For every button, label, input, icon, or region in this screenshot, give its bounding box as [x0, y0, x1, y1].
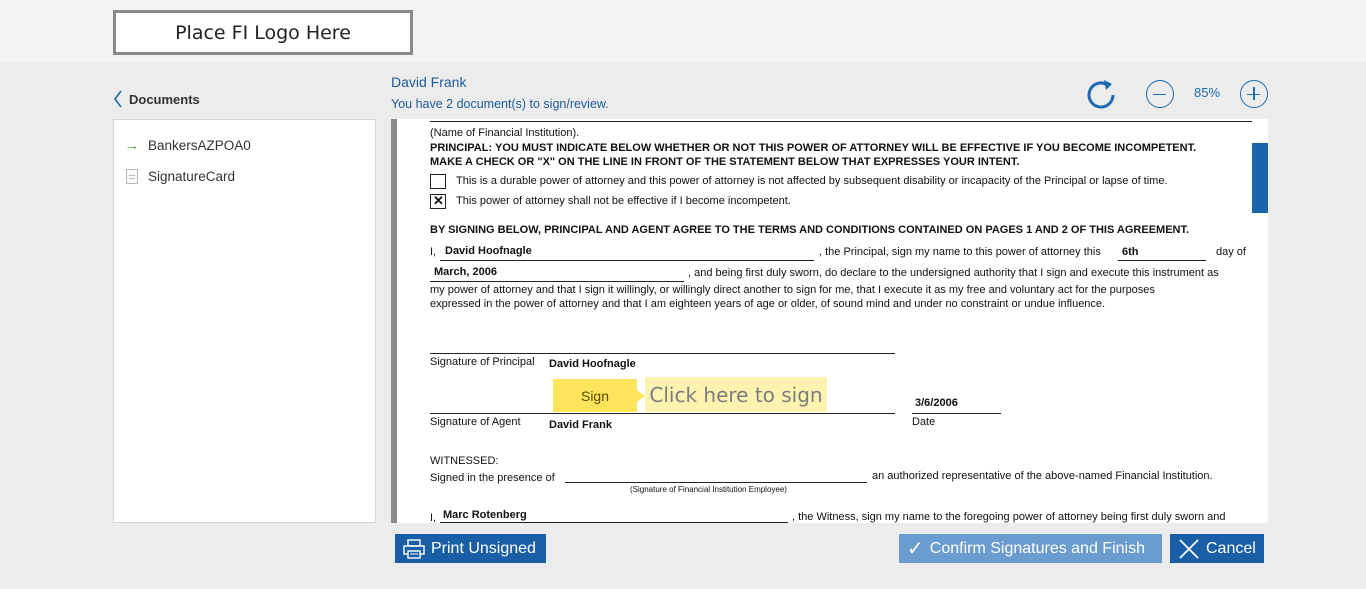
month-year-value: March, 2006	[434, 266, 497, 278]
document-viewer[interactable]	[391, 119, 1268, 523]
doc-text: day of	[1216, 246, 1246, 258]
signature-line	[430, 413, 895, 414]
sidebar-item-label: BankersAZPOA0	[148, 138, 251, 153]
doc-line: This power of attorney shall not be effective if I become incompetent.	[456, 195, 791, 207]
doc-line: MAKE A CHECK OR "X" ON THE LINE IN FRONT OF THE STATEMENT BELOW THAT EXPRESSES YOUR INTENT.	[430, 156, 1020, 168]
doc-line: (Name of Financial Institution).	[430, 127, 580, 139]
date-value: 3/6/2006	[915, 397, 958, 409]
checkmark-icon: ✓	[907, 537, 924, 560]
cancel-button[interactable]	[1170, 534, 1264, 563]
underline	[430, 281, 684, 282]
underline	[440, 260, 814, 261]
doc-text: Signed in the presence of	[430, 472, 555, 484]
confirm-signatures-button[interactable]	[899, 534, 1162, 563]
sig-principal-name: David Hoofnagle	[549, 358, 636, 370]
doc-caption: (Signature of Financial Institution Employee)	[630, 485, 787, 494]
print-label: Print Unsigned	[431, 539, 536, 557]
sidebar-item-bankersazpoa0[interactable]	[124, 137, 251, 154]
zoom-level: 85%	[1194, 85, 1221, 100]
zoom-out-button[interactable]	[1146, 80, 1174, 108]
documents-back-link[interactable]	[113, 90, 200, 108]
sig-agent-label: Signature of Agent	[430, 416, 521, 428]
logo-placeholder: Place FI Logo Here	[113, 10, 413, 55]
date-label: Date	[912, 416, 936, 428]
doc-line: my power of attorney and that I sign it willingly, or willingly direct another to sign for me, that I execute it as my free and voluntary act for the purposes	[430, 284, 1155, 296]
close-icon	[1178, 538, 1200, 560]
arrow-right-icon: →	[124, 137, 140, 154]
doc-line: BY SIGNING BELOW, PRINCIPAL AND AGENT AGREE TO THE TERMS AND CONDITIONS CONTAINED ON PAGES 1 AND 2 OF THIS AGREEMENT.	[430, 224, 1190, 236]
zoom-controls	[1085, 79, 1270, 109]
user-name: David Frank	[391, 74, 467, 90]
documents-heading: Documents	[129, 91, 200, 107]
doc-text: , the Principal, sign my name to this power of attorney this	[819, 246, 1101, 258]
principal-name-value: David Hoofnagle	[445, 245, 532, 257]
witnessed-label: WITNESSED:	[430, 455, 499, 467]
documents-sidebar	[113, 119, 376, 523]
cancel-label: Cancel	[1206, 539, 1256, 557]
not-effective-checkbox	[430, 194, 446, 209]
doc-text: , the Witness, sign my name to the foregoing power of attorney being first duly sworn and	[792, 511, 1226, 523]
click-to-sign-field[interactable]: Click here to sign	[645, 377, 827, 412]
underline	[440, 522, 788, 523]
doc-text: I,	[430, 512, 437, 523]
chevron-left-icon	[113, 90, 123, 108]
print-unsigned-button[interactable]	[395, 534, 546, 563]
doc-line: This is a durable power of attorney and this power of attorney is not affected by subsequent disability or incapacity of the Principal or lapse of time.	[456, 175, 1168, 187]
refresh-icon[interactable]	[1085, 79, 1119, 111]
doc-line: expressed in the power of attorney and that I am eighteen years of age or older, of sound mind and under no constraint or undue influence.	[430, 298, 1106, 310]
sidebar-item-signaturecard[interactable]	[124, 169, 235, 184]
underline	[912, 413, 1001, 414]
sig-principal-label: Signature of Principal	[430, 356, 535, 368]
confirm-label: Confirm Signatures and Finish	[929, 539, 1145, 557]
doc-line: PRINCIPAL: YOU MUST INDICATE BELOW WHETHER OR NOT THIS POWER OF ATTORNEY WILL BE EFFECTIVE IF YOU BECOME INCOMPETENT.	[430, 142, 1197, 154]
underline	[565, 482, 867, 483]
zoom-in-button[interactable]	[1240, 80, 1268, 108]
sign-button[interactable]: Sign	[553, 379, 637, 412]
day-value: 6th	[1122, 246, 1139, 258]
sidebar-item-label: SignatureCard	[148, 169, 236, 184]
doc-text: , and being first duly sworn, do declare to the undersigned authority that I sign and execute this instrument as	[688, 267, 1219, 279]
printer-icon	[403, 539, 425, 559]
document-icon	[126, 169, 138, 184]
sig-agent-name: David Frank	[549, 419, 612, 431]
scrollbar-thumb[interactable]	[1252, 143, 1268, 213]
underline	[1118, 260, 1206, 261]
witness-name-value: Marc Rotenberg	[443, 509, 527, 521]
durable-checkbox	[430, 174, 446, 189]
documents-count-text: You have 2 document(s) to sign/review.	[391, 97, 609, 111]
doc-text: an authorized representative of the above-named Financial Institution.	[872, 470, 1213, 482]
top-bar	[0, 0, 1366, 62]
signature-line	[430, 353, 895, 354]
divider	[430, 121, 1252, 122]
doc-text: I,	[430, 246, 437, 258]
